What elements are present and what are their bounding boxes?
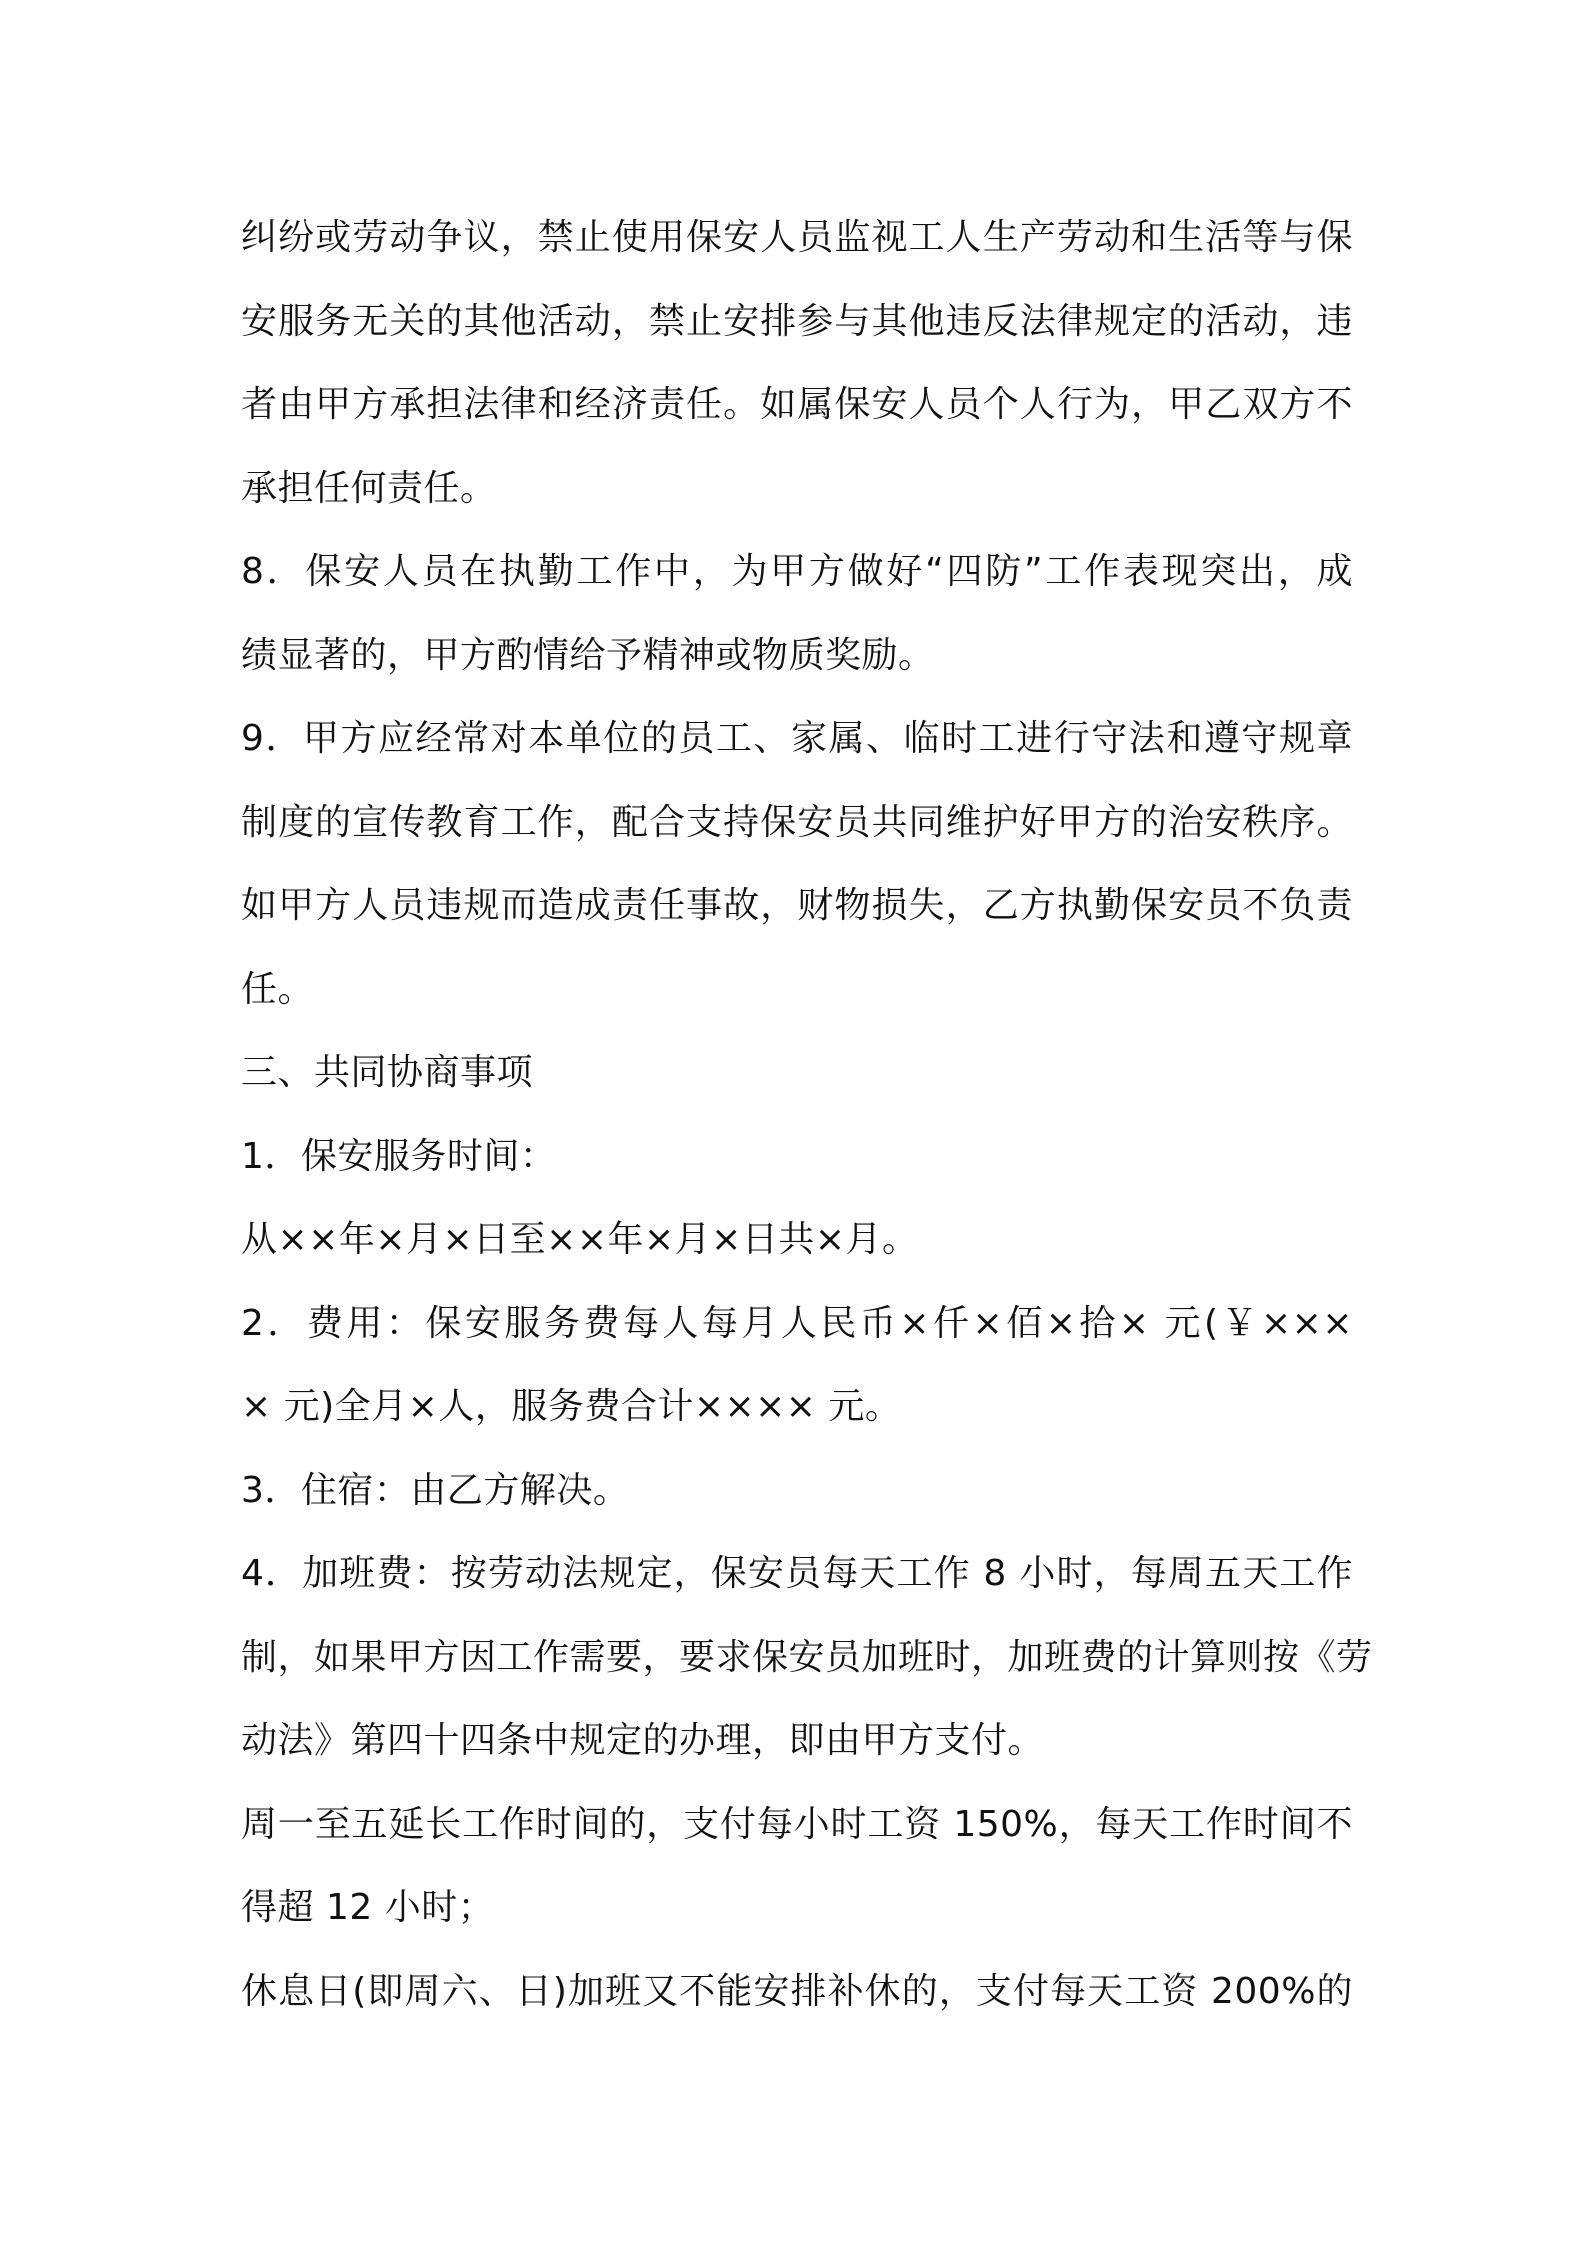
text-line: 任。	[241, 968, 315, 1010]
text-line: 休息日(即周六、日)加班又不能安排补休的，支付每天工资 200%的	[241, 1970, 1353, 2012]
text-line: 得超 12 小时；	[241, 1887, 495, 1928]
list-item-9: 9．甲方应经常对本单位的员工、家属、临时工进行守法和遵守规章	[241, 718, 1353, 759]
text-line: 如甲方人员违规而造成责任事故，财物损失，乙方执勤保安员不负责	[241, 885, 1353, 926]
list-item-2: 2．费用：保安服务费每人每月人民币×仟×佰×拾× 元(￥×××	[241, 1302, 1353, 1344]
list-item-3: 3．住宿：由乙方解决。	[241, 1469, 630, 1511]
text-line: 承担任何责任。	[241, 467, 497, 509]
text-line: 制度的宣传教育工作，配合支持保安员共同维护好甲方的治安秩序。	[241, 801, 1353, 843]
text-line: 安服务无关的其他活动，禁止安排参与其他违反法律规定的活动，违	[241, 300, 1353, 342]
list-item-1: 1．保安服务时间：	[241, 1135, 557, 1177]
section-heading: 三、共同协商事项	[241, 1052, 534, 1093]
text-line: 绩显著的，甲方酌情给予精神或物质奖励。	[241, 634, 935, 676]
text-line: 动法》第四十四条中规定的办理，即由甲方支付。	[241, 1720, 1045, 1761]
list-item-4: 4．加班费：按劳动法规定，保安员每天工作 8 小时，每周五天工作	[241, 1553, 1353, 1594]
text-line: 从××年×月×日至××年×月×日共×月。	[241, 1219, 919, 1260]
text-line: 者由甲方承担法律和经济责任。如属保安人员个人行为，甲乙双方不	[241, 384, 1353, 425]
list-item-8: 8．保安人员在执勤工作中，为甲方做好“四防”工作表现突出，成	[241, 551, 1353, 592]
document-body	[241, 196, 1373, 2033]
text-line: 纠纷或劳动争议，禁止使用保安人员监视工人生产劳动和生活等与保	[241, 217, 1353, 258]
text-line: 周一至五延长工作时间的，支付每小时工资 150%，每天工作时间不	[241, 1803, 1353, 1845]
text-line: 制，如果甲方因工作需要，要求保安员加班时，加班费的计算则按《劳	[241, 1636, 1373, 1678]
text-line: × 元)全月×人，服务费合计×××× 元。	[241, 1386, 902, 1427]
